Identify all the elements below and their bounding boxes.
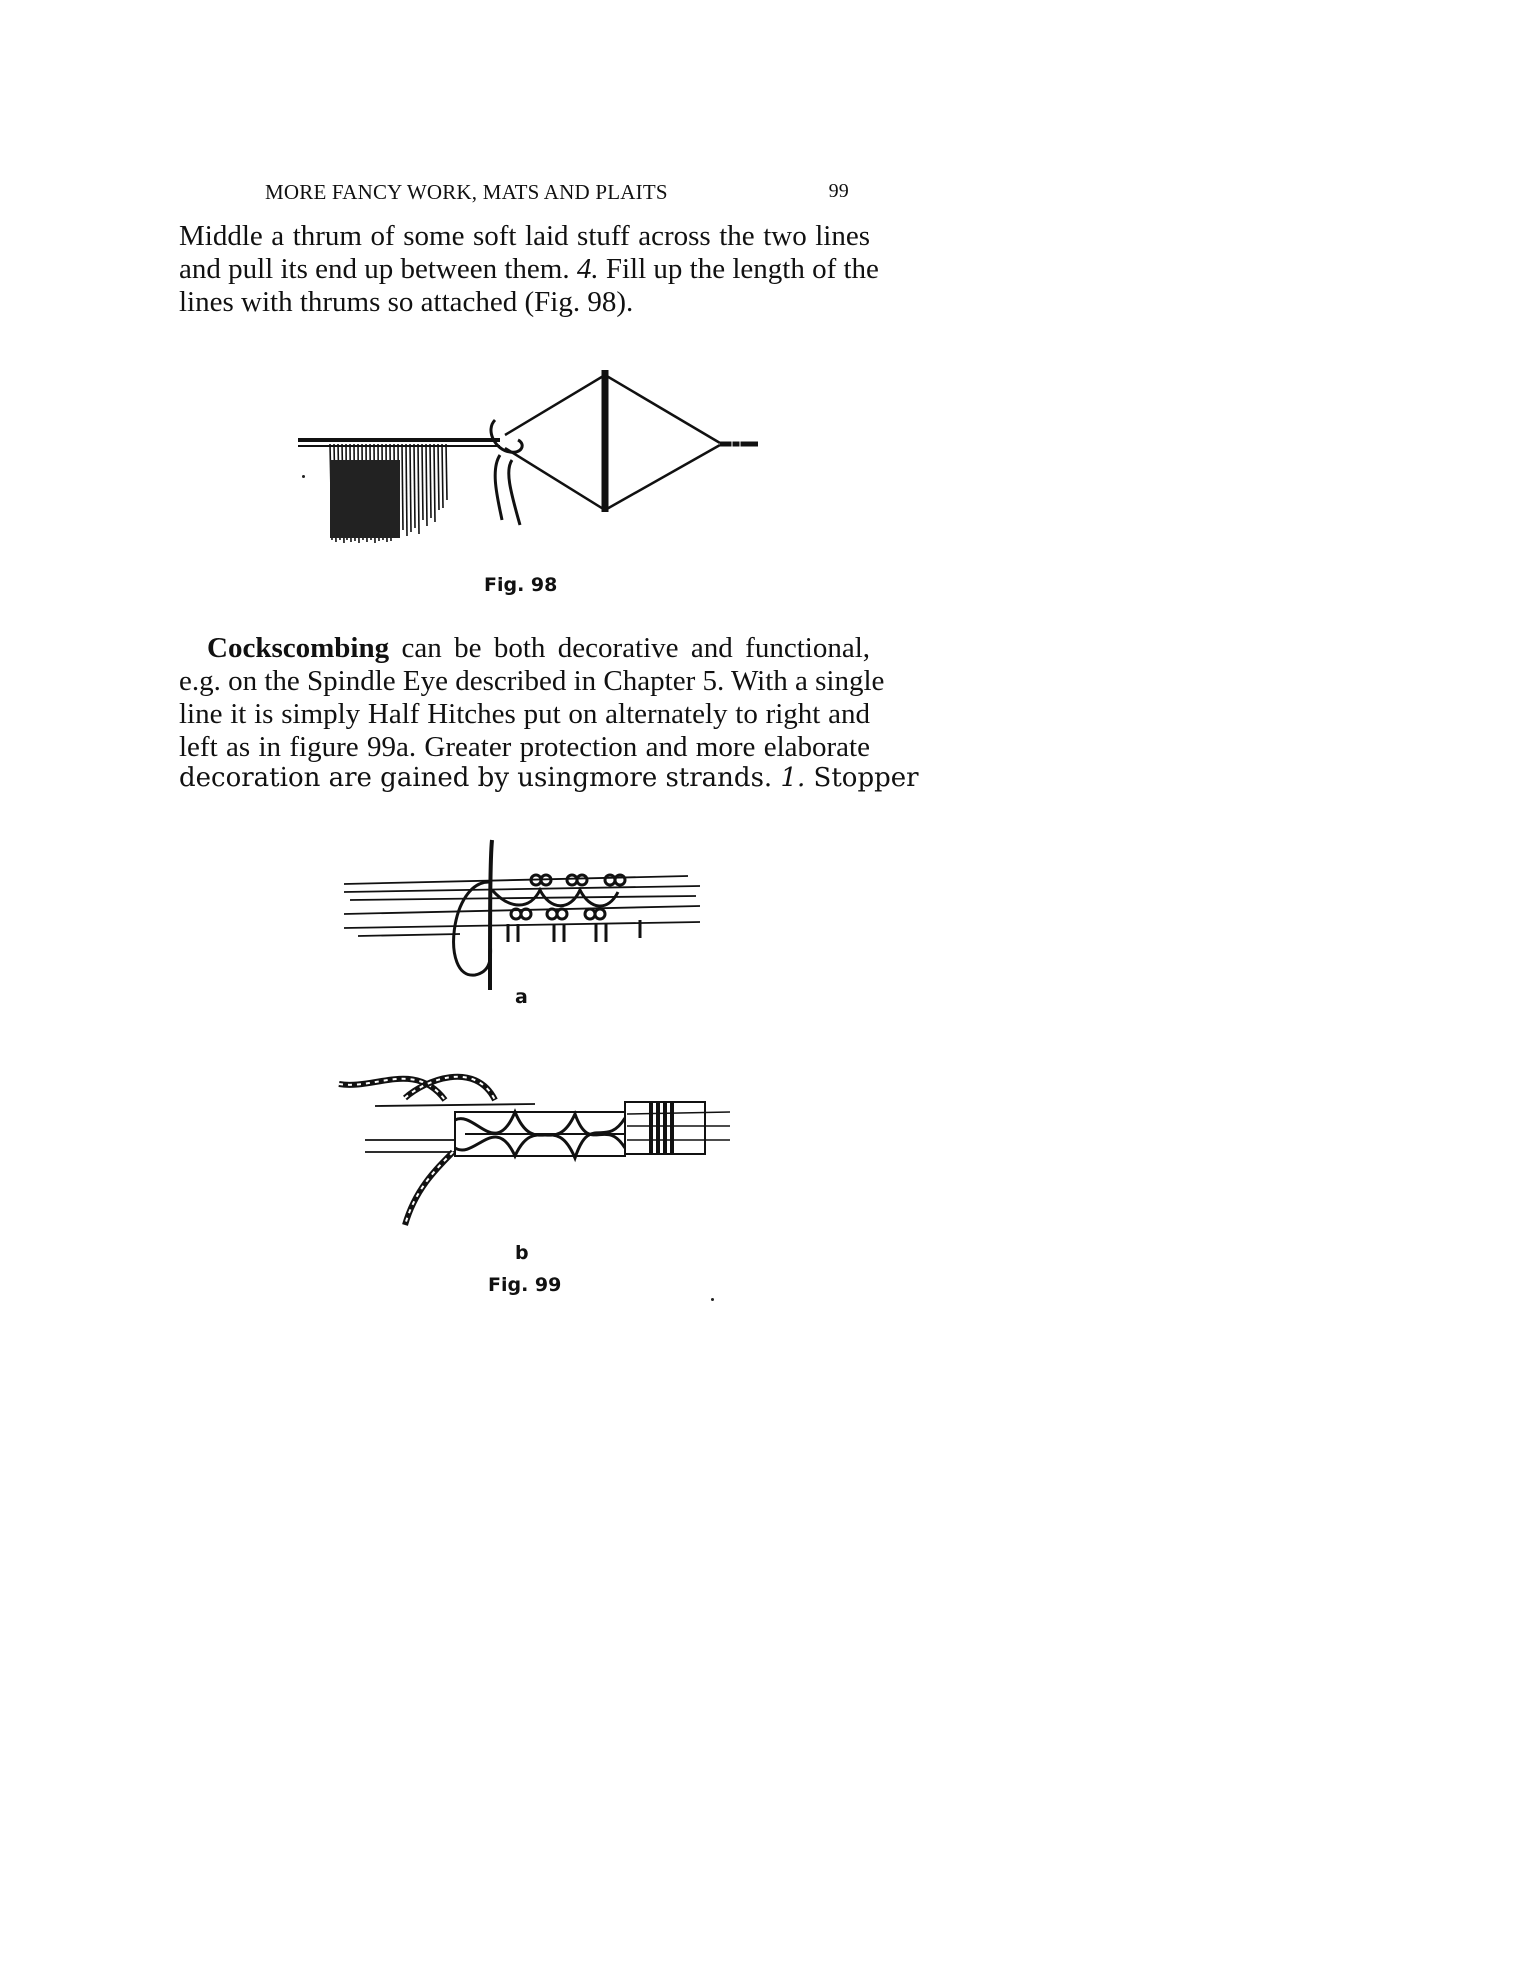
step-number-4: 4. [576,253,599,285]
paragraph-1-line-2a: and pull its end up between them. [179,253,570,285]
paragraph-1-line-2b: Fill up the length of the [605,253,879,285]
figure-99a-label: a [515,986,528,1008]
paragraph-2 [179,632,885,764]
stray-mark [302,475,305,478]
paragraph-2-line-1-text: can be both decorative and functional, [401,632,871,664]
figure-99a-illustration [340,830,710,990]
paragraph-2-last-line [179,762,919,795]
page-number: 99 [828,180,849,202]
figure-99-caption: Fig. 99 [488,1274,562,1296]
paragraph-2-line-5a: decoration are gained by using [179,763,590,793]
paragraph-1-line-3: lines with thrums so attached (Fig. 98). [179,286,634,318]
paragraph-2-line-2: e.g. on the Spindle Eye described in Chapter 5. With a single [179,665,885,697]
paragraph-2-line-5b: more strands. [589,763,773,793]
stray-mark [711,1298,714,1301]
running-title: MORE FANCY WORK, MATS AND PLAITS [265,180,668,204]
figure-98-caption: Fig. 98 [484,574,558,596]
paragraph-2-line-3: line it is simply Half Hitches put on alternately to right and [179,698,870,730]
paragraph-2-line-5 [179,762,919,795]
paragraph-2-line-4: left as in figure 99a. Greater protection and more elaborate [179,731,870,763]
figure-99b-label: b [515,1242,529,1264]
paragraph-1 [179,220,879,319]
paragraph-1-line-2 [179,253,879,286]
figure-99b-illustration [335,1040,735,1230]
step-number-1: 1. [780,763,806,793]
term-cockscombing: Cockscombing [207,632,390,664]
paragraph-1-line-1: Middle a thrum of some soft laid stuff across the two lines [179,220,870,252]
paragraph-2-line-5c: Stopper [813,763,919,793]
figure-98-illustration [290,360,770,550]
paragraph-2-line-1 [179,632,870,665]
running-head [265,180,855,206]
